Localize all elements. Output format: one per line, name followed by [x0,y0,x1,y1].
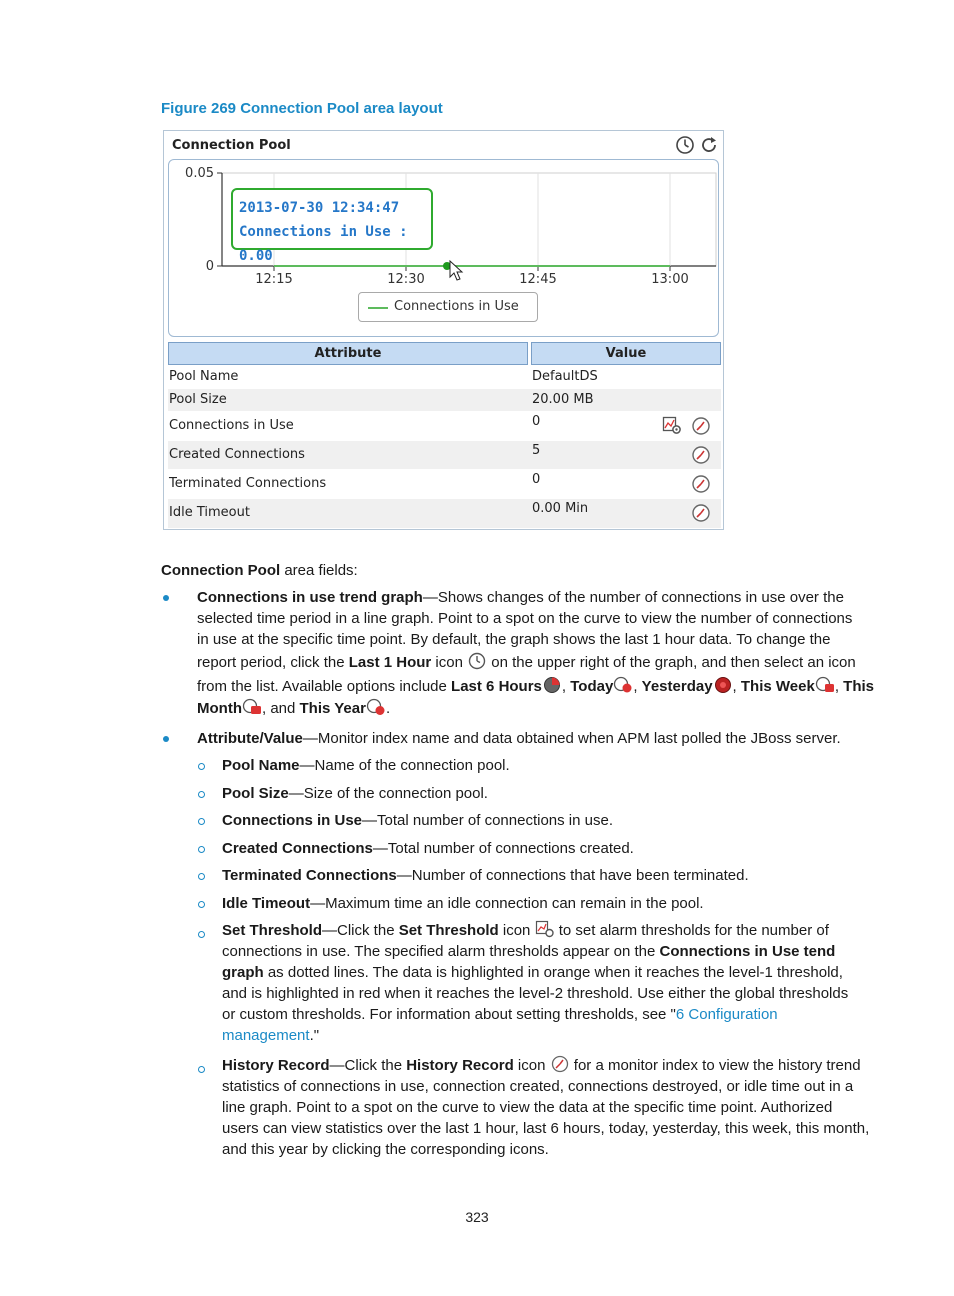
s6-rest: —Maximum time an idle connection can remain in the pool. [310,895,704,912]
attribute-cell: Pool Size [169,392,227,407]
history-record-icon[interactable] [691,445,711,465]
chart-tooltip [231,188,433,264]
line: in use at the specific time point. By default, the graph shows the last 1 hour data. To change the [197,631,831,648]
history-record-icon[interactable] [691,416,711,436]
clock-icon[interactable] [675,135,695,155]
sub-terminated-connections [222,865,749,886]
this-year-icon [366,698,386,716]
sub-bullet [198,846,205,853]
s8-d: for a monitor index to view the history trend [569,1057,861,1074]
line [197,587,877,608]
s1-bold: Pool Name [222,757,300,774]
line [197,652,877,673]
s4-bold: Created Connections [222,840,373,857]
s7-l2a: connections in use. The specified alarm thresholds appear on the [222,943,660,960]
b1-l5g: , [732,678,741,695]
s7-l5a: or custom thresholds. For information about setting thresholds, see " [222,1006,676,1023]
figure-caption: Figure 269 Connection Pool area layout [161,100,443,117]
widget-title: Connection Pool [172,138,291,153]
line [222,1025,872,1046]
bullet-dot [163,595,169,601]
chart-legend[interactable] [358,292,538,322]
table-row [168,366,721,389]
s7-c: icon [498,922,535,939]
s3-bold: Connections in Use [222,812,363,829]
yesterday-icon [713,676,733,694]
header-value: Value [531,342,721,365]
s7-bold: Set Threshold [222,922,323,939]
x-tick-label: 13:00 [651,272,689,287]
b1-l1: —Shows changes of the number of connections in use over the [422,589,844,606]
set-threshold-icon[interactable] [662,415,682,435]
b2-rest: —Monitor index name and data obtained when APM last polled the JBoss server. [302,730,841,747]
b1-l6d: . [385,700,391,717]
refresh-icon[interactable] [699,135,719,155]
b1-l4d: on the upper right of the graph, and then select an icon [487,654,856,671]
attribute-cell: Terminated Connections [169,476,327,491]
intro-bold: Connection Pool [161,562,281,579]
b1-l6b: , and [261,700,300,717]
line [222,1055,872,1076]
table-row [168,411,721,441]
s5-rest: —Number of connections that have been terminated. [396,867,749,884]
b1-l4b: Last 1 Hour [348,654,432,671]
line: and is highlighted in red when it reaches the level-2 threshold. Use either the global thresholds [222,985,849,1002]
page-number: 323 [465,1209,489,1225]
table-row [168,441,721,469]
b1-l5h: This Week [740,678,815,695]
value-cell: DefaultDS [532,369,598,384]
value-cell: 5 [532,443,541,458]
b1-bold: Connections in use trend graph [197,589,423,606]
table-row [168,469,721,499]
s2-bold: Pool Size [222,785,289,802]
sub-bullet [198,873,205,880]
widget-header [164,131,723,159]
s2-rest: —Size of the connection pool. [288,785,488,802]
x-tick-label: 12:45 [519,272,557,287]
management-link[interactable]: management [222,1027,310,1044]
sub-bullet [198,1066,205,1073]
s6-bold: Idle Timeout [222,895,311,912]
b1-l6a: Month [197,700,242,717]
sub-bullet [198,901,205,908]
x-tick-label: 12:30 [387,272,425,287]
b1-l5c: , [561,678,571,695]
line: selected time period in a line graph. Point to a spot on the curve to view the number of connections [197,610,853,627]
last-1-hour-icon [467,652,487,670]
b1-l5e: , [633,678,642,695]
s7-d: to set alarm thresholds for the number of [554,922,829,939]
legend-swatch [368,307,388,309]
sub-idle-timeout [222,893,704,914]
sub-bullet [198,791,205,798]
sub-set-threshold [222,920,872,1046]
sub-history-record [222,1055,872,1160]
line: users can view statistics over the last 1 hour, last 6 hours, today, yesterday, this week, this month, [222,1120,870,1137]
s8-a: —Click the [329,1057,407,1074]
sub-pool-size [222,783,488,804]
s7-l6b: ." [309,1027,320,1044]
b1-l4c: icon [431,654,468,671]
configuration-link[interactable]: 6 Configuration [675,1006,778,1023]
bullet-trend-graph [197,587,877,719]
sub-bullet [198,931,205,938]
s7-l3a: graph [222,964,264,981]
value-cell: 20.00 MB [532,392,594,407]
value-cell: 0.00 Min [532,501,589,516]
value-cell: 0 [532,472,541,487]
b1-l5a: from the list. Available options include [197,678,452,695]
line [222,920,872,941]
b1-l5i: , [834,678,844,695]
sub-connections-in-use [222,810,613,831]
intro-line [161,560,358,581]
bullet-attribute-value [197,728,841,749]
s8-c: icon [513,1057,550,1074]
attribute-cell: Connections in Use [169,418,294,433]
value-cell: 0 [532,414,541,429]
legend-label: Connections in Use [394,299,519,314]
tooltip-value: Connections in Use : 0.00 [239,224,408,264]
s7-l2b: Connections in Use tend [659,943,836,960]
sub-pool-name [222,755,510,776]
b1-l6c: This Year [299,700,366,717]
b1-l5d: Today [570,678,614,695]
y-tick-label: 0 [205,259,214,274]
line: line graph. Point to a spot on the curve to view the data at the specific time point. Authorized [222,1099,833,1116]
bullet-dot [163,736,169,742]
b1-l4a: report period, click the [197,654,349,671]
s3-rest: —Total number of connections in use. [362,812,614,829]
s7-b: Set Threshold [398,922,499,939]
s4-rest: —Total number of connections created. [372,840,634,857]
tooltip-time: 2013-07-30 12:34:47 [239,200,400,216]
line [222,1004,872,1025]
line: statistics of connections in use, connection created, connections destroyed, or idle time out in a [222,1078,854,1095]
set-threshold-icon [535,920,555,938]
header-attribute: Attribute [168,342,528,365]
history-record-icon [550,1055,570,1073]
line [222,962,872,983]
s8-bold: History Record [222,1057,330,1074]
sub-bullet [198,763,205,770]
line: and this year by clicking the corresponding icons. [222,1141,549,1158]
connection-pool-widget [163,130,724,530]
this-week-icon [815,676,835,694]
s8-b: History Record [406,1057,514,1074]
attribute-cell: Created Connections [169,447,305,462]
last-6-hours-icon [542,676,562,694]
s1-rest: —Name of the connection pool. [299,757,510,774]
history-record-icon[interactable] [691,503,711,523]
table-row [168,499,721,528]
b1-l5j: This [843,678,874,695]
history-record-icon[interactable] [691,474,711,494]
this-month-icon [242,698,262,716]
line [197,698,877,719]
intro-rest: area fields: [280,562,358,579]
b2-bold: Attribute/Value [197,730,303,747]
sub-bullet [198,818,205,825]
trend-graph[interactable] [168,159,719,337]
s5-bold: Terminated Connections [222,867,397,884]
b1-l5f: Yesterday [641,678,713,695]
today-icon [613,676,633,694]
b1-l5b: Last 6 Hours [451,678,542,695]
sub-created-connections [222,838,634,859]
attribute-cell: Pool Name [169,369,239,384]
line [197,676,877,697]
s7-a: —Click the [322,922,399,939]
table-row [168,389,721,411]
attribute-cell: Idle Timeout [169,505,250,520]
line [222,941,872,962]
y-tick-label: 0.05 [185,166,214,181]
x-tick-label: 12:15 [255,272,293,287]
s7-l3b: as dotted lines. The data is highlighted in orange when it reaches the level-1 threshold, [263,964,843,981]
